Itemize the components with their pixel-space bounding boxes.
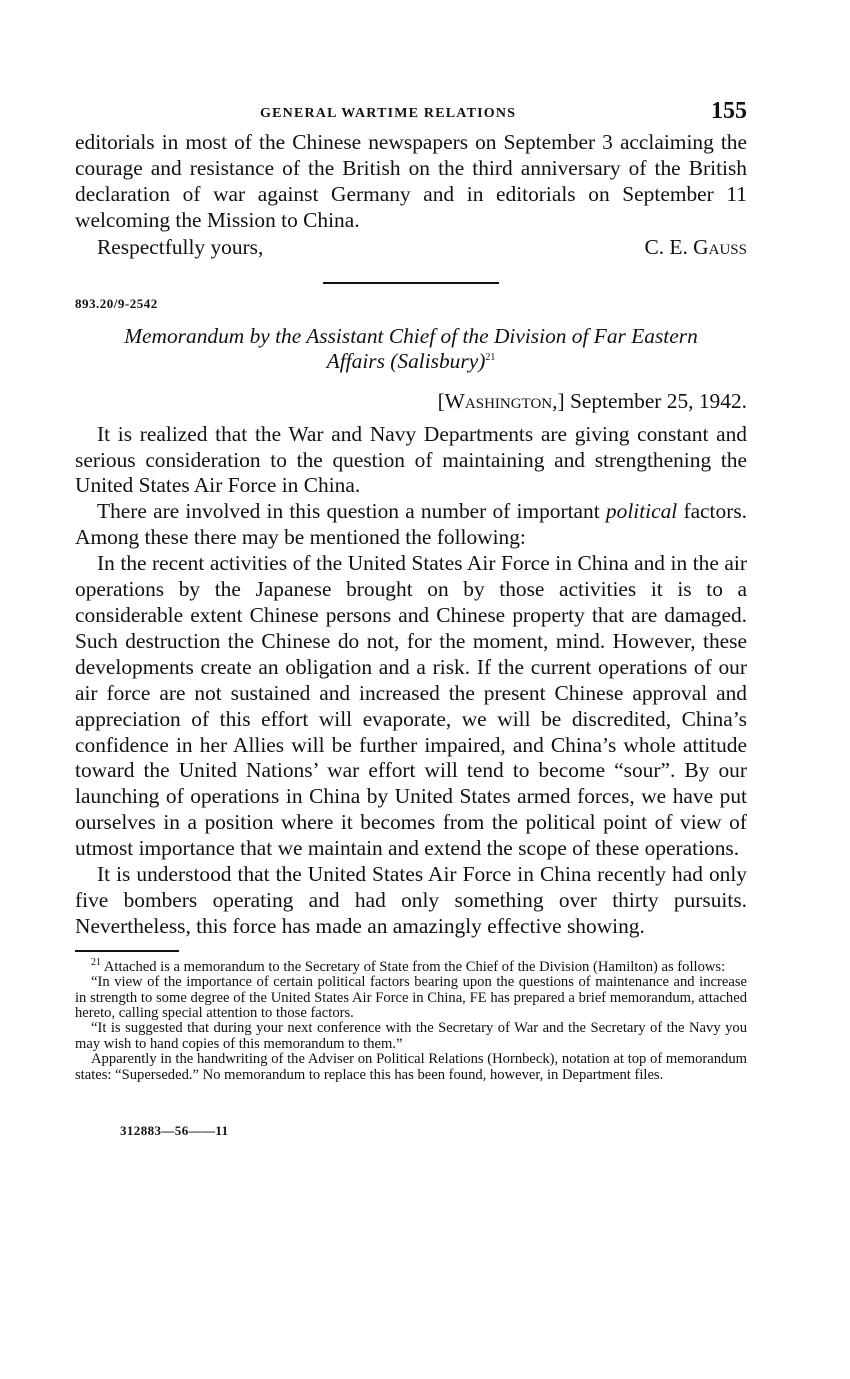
file-number: 893.20/9-2542	[75, 295, 158, 311]
paragraph-1: It is realized that the War and Navy Departments are giving constant and serious consideration to the question of maintaining and strengthening the United States Air Force in China.	[75, 421, 747, 498]
page-number: 155	[711, 98, 747, 124]
paragraph-2: There are involved in this question a number of important political factors. Among these there may be mentioned the following:	[75, 499, 747, 550]
opening-paragraph: editorials in most of the Chinese newspapers on September 3 acclaiming the courage and resistance of the British on the third anniversary of the British declaration of war against Germany and in editorials on September 11 welcoming the Mission to China.	[75, 130, 747, 232]
document-page	[75, 98, 747, 1139]
footnote-quote-2: “It is suggested that during your next conference with the Secretary of War and the Secretary of the Navy you may wish to hand copies of this memorandum to them.”	[75, 1020, 747, 1052]
paragraph-3: In the recent activities of the United States Air Force in China and in the air operations by the Japanese brought on by those activities it is to a considerable extent Chinese persons and Chinese property that are damaged. Such destruction the Chinese do not, for the moment, mind. However, these developments create an obligation and a risk. If the current operations of our air force are not sustained and increased the present Chinese approval and appreciation of this effort will evaporate, we will be discredited, China’s confidence in her Allies will be further impaired, and China’s whole attitude toward the United Nations’ war effort will tend to become “sour”. By our launching of operations in China by United States armed forces, we have put ourselves in a position where it becomes from the political point of view of utmost importance that we maintain and extend the scope of these operations.	[75, 551, 747, 861]
footnote-note: Apparently in the handwriting of the Adviser on Political Relations (Hornbeck), notation at top of memorandum states: “Superseded.” No memorandum to replace this has been found, however, in Department files.	[75, 1051, 747, 1083]
running-head: GENERAL WARTIME RELATIONS	[260, 106, 517, 121]
title-line-1: Memorandum by the Assistant Chief of the Division of Far Eastern	[124, 323, 698, 348]
memorandum-body	[75, 422, 747, 940]
dateline: [Washington,] September 25, 1942.	[437, 388, 747, 413]
signature: C. E. Gauss	[644, 234, 747, 259]
footnote-1: $^{21}$ Attached is a memorandum to the Secretary of State from the Chief of the Division (Hamilton) as follows:	[91, 956, 726, 975]
section-divider	[323, 282, 499, 284]
footnote-quote-1: “In view of the importance of certain political factors bearing upon the questions of maintenance and increase in strength to some degree of the United States Air Force in China, FE has prepared a brief memorandum, attached hereto, calling special attention to those factors.	[75, 974, 747, 1021]
footnote-divider	[75, 950, 179, 952]
page-header	[75, 98, 747, 130]
letter-closing	[75, 234, 747, 260]
paragraph-4: It is understood that the United States Air Force in China recently had only five bombers operating and had only something over thirty pursuits. Nevertheless, this force has made an amazingly effective showing.	[75, 862, 747, 938]
opening-text	[75, 130, 747, 234]
document-title	[75, 324, 747, 375]
title-line-2: Affairs (Salisbury)$^{21}$	[326, 349, 496, 374]
printer-mark: 312883—56——11	[120, 1123, 229, 1138]
salutation: Respectfully yours,	[97, 234, 264, 259]
footnote-ref: 21	[485, 352, 496, 363]
footnotes	[75, 956, 747, 1083]
